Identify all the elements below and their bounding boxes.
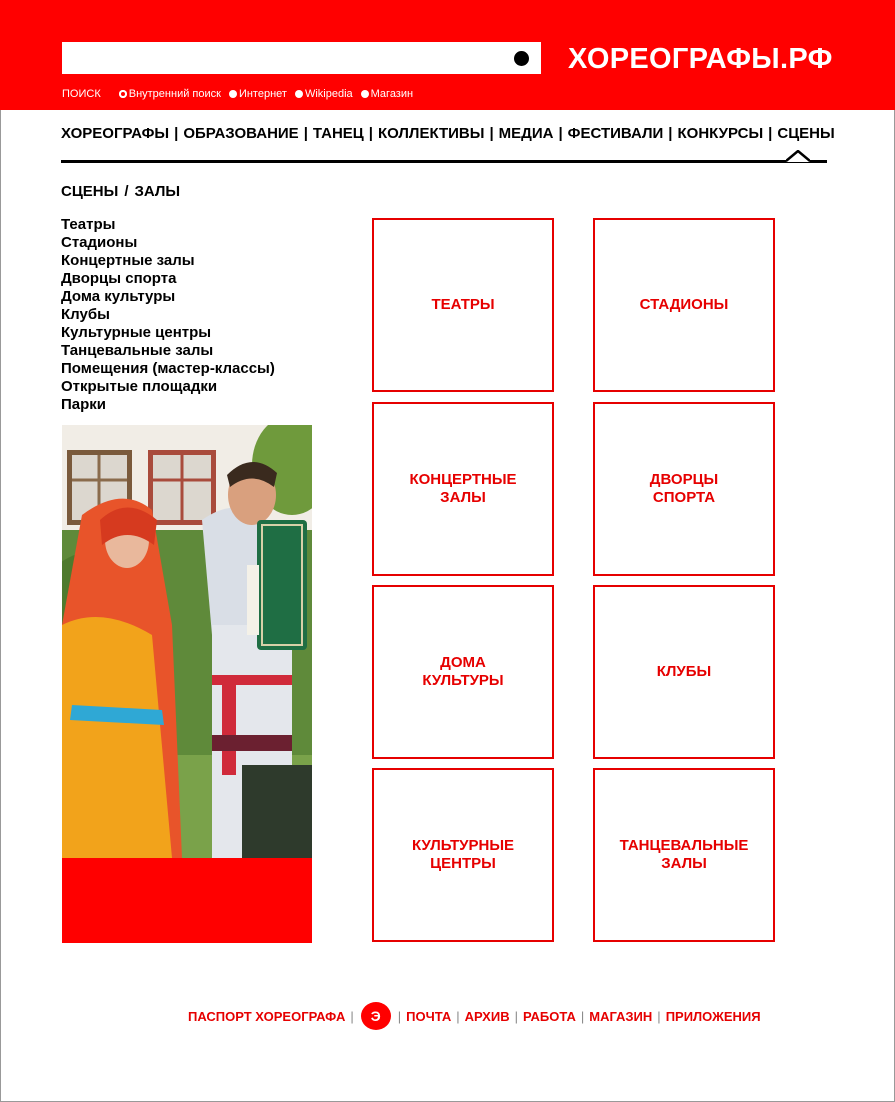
search-option-label: Внутренний поиск bbox=[128, 88, 221, 100]
nav-item-education[interactable]: ОБРАЗОВАНИЕ bbox=[183, 125, 299, 142]
tile-label: ТЕАТРЫ bbox=[431, 296, 495, 313]
search-option-internet[interactable] bbox=[229, 88, 287, 100]
nav-separator: | bbox=[768, 125, 773, 142]
footer-link-shop[interactable]: МАГАЗИН bbox=[589, 1008, 653, 1024]
breadcrumb-separator: / bbox=[124, 183, 129, 200]
search-input[interactable] bbox=[62, 42, 502, 74]
sidebar-item-theatres[interactable]: Театры bbox=[61, 216, 116, 233]
tile-label: КЛУБЫ bbox=[656, 663, 712, 680]
radio-selected-icon bbox=[119, 90, 127, 98]
footer-link-mail[interactable]: ПОЧТА bbox=[406, 1008, 452, 1024]
footer-link-archive[interactable]: АРХИВ bbox=[464, 1008, 510, 1024]
tile-dance-halls[interactable] bbox=[593, 768, 775, 942]
tile-theatres[interactable] bbox=[372, 218, 554, 392]
sidebar-item-sports-palaces[interactable]: Дворцы спорта bbox=[61, 270, 177, 287]
sidebar-item-clubs[interactable]: Клубы bbox=[61, 306, 110, 323]
radio-icon bbox=[229, 90, 237, 98]
search-options bbox=[62, 87, 421, 101]
breadcrumb-item-scenes[interactable]: СЦЕНЫ bbox=[61, 183, 119, 200]
nav-item-festivals[interactable]: ФЕСТИВАЛИ bbox=[567, 125, 664, 142]
nav-item-scenes[interactable]: СЦЕНЫ bbox=[777, 125, 835, 142]
tile-label: ТАНЦЕВАЛЬНЫЕ ЗАЛЫ bbox=[619, 837, 749, 872]
sidebar-item-masterclass-rooms[interactable]: Помещения (мастер-классы) bbox=[61, 360, 275, 377]
photo-red-block bbox=[62, 858, 312, 943]
header-bar bbox=[0, 0, 895, 110]
search-option-internal[interactable] bbox=[119, 88, 221, 100]
search-option-shop[interactable] bbox=[361, 88, 413, 100]
breadcrumb bbox=[61, 183, 180, 200]
nav-item-choreographers[interactable]: ХОРЕОГРАФЫ bbox=[61, 125, 170, 142]
nav-item-collectives[interactable]: КОЛЛЕКТИВЫ bbox=[377, 125, 485, 142]
sidebar-item-open-areas[interactable]: Открытые площадки bbox=[61, 378, 218, 395]
nav-item-dance[interactable]: ТАНЕЦ bbox=[312, 125, 364, 142]
footer-separator: | bbox=[350, 1008, 354, 1024]
nav-separator: | bbox=[489, 125, 494, 142]
footer-link-passport[interactable]: ПАСПОРТ ХОРЕОГРАФА bbox=[188, 1008, 346, 1024]
tile-label: ДВОРЦЫ СПОРТА bbox=[649, 471, 719, 506]
nav-item-media[interactable]: МЕДИА bbox=[498, 125, 554, 142]
nav-separator: | bbox=[174, 125, 179, 142]
search-option-label: Wikipedia bbox=[304, 88, 353, 100]
footer-separator: | bbox=[580, 1008, 585, 1024]
sidebar-item-cultural-centers[interactable]: Культурные центры bbox=[61, 324, 212, 341]
sidebar-venue-list bbox=[61, 216, 275, 414]
folk-dancers-photo bbox=[62, 425, 312, 858]
tile-sports-palaces[interactable] bbox=[593, 402, 775, 576]
tile-concert-halls[interactable] bbox=[372, 402, 554, 576]
search-submit-button[interactable] bbox=[514, 51, 529, 66]
tile-stadiums[interactable] bbox=[593, 218, 775, 392]
footer-separator: | bbox=[397, 1008, 402, 1024]
tile-cultural-centers[interactable] bbox=[372, 768, 554, 942]
tile-label: КОНЦЕРТНЫЕ ЗАЛЫ bbox=[409, 471, 517, 506]
footer-separator: | bbox=[456, 1008, 460, 1024]
search-option-wikipedia[interactable] bbox=[295, 88, 353, 100]
breadcrumb-item-halls[interactable]: ЗАЛЫ bbox=[134, 183, 181, 200]
footer-link-apps[interactable]: ПРИЛОЖЕНИЯ bbox=[665, 1008, 761, 1024]
e-logo-icon[interactable]: Э bbox=[361, 1002, 391, 1030]
main-nav bbox=[61, 125, 835, 142]
nav-separator: | bbox=[368, 125, 373, 142]
site-title[interactable]: ХОРЕОГРАФЫ.РФ bbox=[568, 43, 833, 75]
tile-label: СТАДИОНЫ bbox=[639, 296, 729, 313]
tile-label: КУЛЬТУРНЫЕ ЦЕНТРЫ bbox=[411, 837, 515, 872]
footer-links bbox=[188, 1002, 761, 1030]
search-option-label: Магазин bbox=[370, 88, 414, 100]
sidebar-item-dance-halls[interactable]: Танцевальные залы bbox=[61, 342, 214, 359]
sidebar-item-concert-halls[interactable]: Концертные залы bbox=[61, 252, 195, 269]
search-box bbox=[62, 42, 541, 74]
nav-separator: | bbox=[303, 125, 308, 142]
tile-label: ДОМА КУЛЬТУРЫ bbox=[422, 654, 504, 689]
nav-separator: | bbox=[558, 125, 563, 142]
search-option-label: Интернет bbox=[238, 88, 287, 100]
sidebar-item-parks[interactable]: Парки bbox=[61, 396, 107, 413]
radio-icon bbox=[361, 90, 369, 98]
footer-separator: | bbox=[657, 1008, 661, 1024]
nav-underline bbox=[61, 160, 827, 163]
tile-clubs[interactable] bbox=[593, 585, 775, 759]
sidebar-item-stadiums[interactable]: Стадионы bbox=[61, 234, 138, 251]
nav-item-contests[interactable]: КОНКУРСЫ bbox=[677, 125, 764, 142]
nav-separator: | bbox=[668, 125, 673, 142]
search-label: ПОИСК bbox=[62, 88, 101, 100]
tile-culture-houses[interactable] bbox=[372, 585, 554, 759]
active-nav-indicator-icon bbox=[786, 150, 810, 162]
footer-link-jobs[interactable]: РАБОТА bbox=[522, 1008, 576, 1024]
footer-separator: | bbox=[514, 1008, 518, 1024]
sidebar-item-culture-houses[interactable]: Дома культуры bbox=[61, 288, 176, 305]
radio-icon bbox=[295, 90, 303, 98]
